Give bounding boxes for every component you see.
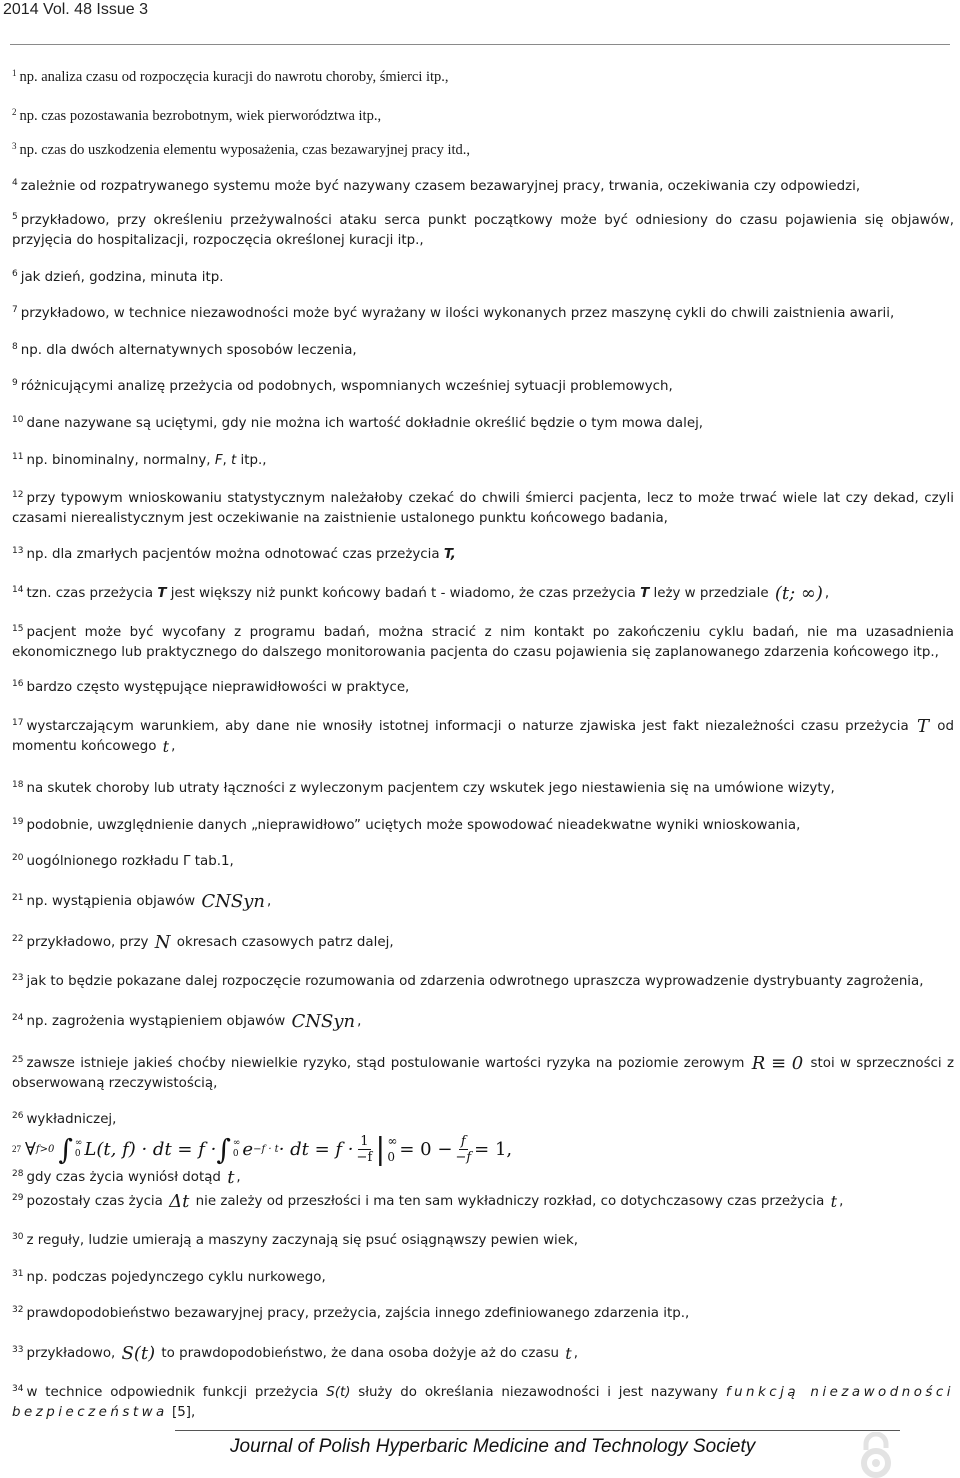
footnote-19: $^{19}$ podobnie, uwzględnienie danych „nieprawidłowo” uciętych może spowodować nieadekwatne wyniki wnioskowania, (12, 817, 801, 833)
footnote-18: $^{18}$ na skutek choroby lub utraty łączności z wyleczonym pacjentem czy wskutek jego niestawienia się na umówione wizyty, (12, 780, 835, 796)
footnote-9: $^9$ różnicującymi analizę przeżycia od podobnych, wspomnianych wcześniej sytuacji problemowych, (12, 378, 673, 394)
footnote-7: $^7$ przykładowo, w technice niezawodności może być wyrażany w ilości wykonanych przez maszynę cykli do chwili zaistnienia awarii, (12, 305, 895, 321)
footnote-29: $^{29}$ pozostały czas życia Δt nie zależy od przeszłości i ma ten sam wykładniczy rozkład, co dotychczasowy czas przeżycia t , (12, 1191, 844, 1212)
formula-t: t (565, 1344, 572, 1363)
footnote-2: $^2$ np. czas pozostawania bezrobotnym, wiek pierworództwa itp., (12, 107, 382, 124)
footnote-34: $^{34}$ w technice odpowiednik funkcji przeżycia S(t) służy do określania niezawodności i jest nazywany funkcją niezawodności bezpieczeństwa [5], (12, 1384, 954, 1420)
open-access-icon (856, 1432, 896, 1478)
formula-delta-t: Δt (169, 1191, 190, 1212)
footnote-27-integral: 27 ∀ f>0 ∫ ∞ 0 L(t, f) · dt = f · ∫ ∞ 0 e −f · t · dt = f · $\frac{1}{-f}$ | ∞ 0 = 0 − $\frac{f}{-f}$ = 1, (12, 1131, 513, 1167)
footnote-12: $^{12}$ przy typowym wnioskowaniu statystycznym należałoby czekać do chwili śmierci pacjenta, lecz to może trwać wiele lat czy dekad, czyli czasami nierealistycznym jest oczekiwanie na zaistnienie ustalonego punktu końcowego badania, (12, 490, 954, 526)
footnote-1: $^1$ np. analiza czasu od rozpoczęcia kuracji do nawrotu choroby, śmierci itp., (12, 68, 449, 85)
footnote-5: $^5$ przykładowo, przy określeniu przeżywalności ataku serca punkt początkowy może być odniesiony do czasu pojawienia się objawów, przyjęcia do hospitalizacji, rozpoczęcia określonej kuracji itp., (12, 212, 954, 248)
footnote-30: $^{30}$ z reguły, ludzie umierają a maszyny zaczynają się psuć osiągnąwszy pewien wiek, (12, 1232, 578, 1248)
footnote-13: $^{13}$ np. dla zmarłych pacjentów można odnotować czas przeżycia T, (12, 546, 456, 562)
footnote-16: $^{16}$ bardzo często występujące nieprawidłowości w praktyce, (12, 679, 410, 695)
footnote-15: $^{15}$ pacjent może być wycofany z programu badań, można stracić z nim kontakt po zakończeniu cyklu badań, nie ma uzasadnienia ekonomicznego lub praktycznego do dalszego monitorowania pacjenta do czasu pojawienia się zaplanowanego zdarzenia końcowego itp., (12, 624, 954, 660)
footnote-32: $^{32}$ prawdopodobieństwo bezawaryjnej pracy, przeżycia, zajścia innego zdefiniowanego zdarzenia itp., (12, 1305, 690, 1321)
footnote-8: $^8$ np. dla dwóch alternatywnych sposobów leczenia, (12, 342, 357, 358)
formula-S-t: S(t) (326, 1385, 351, 1400)
footnote-21: $^{21}$ np. wystąpienia objawów CNSyn , (12, 891, 272, 912)
footnote-24: $^{24}$ np. zagrożenia wystąpieniem objawów CNSyn , (12, 1011, 362, 1032)
footnote-3: $^3$ np. czas do uszkodzenia elementu wyposażenia, czas bezawaryjnej pracy itd., (12, 141, 471, 158)
footnote-4: $^4$ zależnie od rozpatrywanego systemu może być nazywany czasem bezawaryjnej pracy, trwania, oczekiwania czy odpowiedzi, (12, 178, 861, 194)
header-divider (10, 44, 950, 45)
footnote-6: $^6$ jak dzień, godzina, minuta itp. (12, 269, 224, 285)
formula-t: t (162, 737, 170, 756)
term-reliability: funkcją niezawodności bezpieczeństwa (12, 1385, 954, 1420)
formula-t: t (830, 1192, 838, 1211)
formula-cnsyn: CNSyn (291, 1011, 356, 1032)
footnote-17: $^{17}$ wystarczającym warunkiem, aby dane nie wnosiły istotnej informacji o naturze zjawiska jest fakt niezależności czasu przeżycia T od momentu końcowego t , (12, 716, 954, 756)
footnote-23: $^{23}$ jak to będzie pokazane dalej rozpoczęcie rozumowania od zdarzenia odwrotnego upraszcza wyprowadzenie dystrybuanty zagrożenia, (12, 973, 924, 989)
footnote-25: $^{25}$ zawsze istnieje jakieś choćby niewielkie ryzyko, stąd postulowanie wartości ryzyka na poziomie zerowym R ≡ 0 stoi w sprzeczności z obserwowaną rzeczywistością, (12, 1053, 954, 1091)
footnote-31: $^{31}$ np. podczas pojedynczego cyklu nurkowego, (12, 1269, 326, 1285)
formula-R: R ≡ 0 (751, 1053, 804, 1074)
formula-t: t (227, 1167, 235, 1188)
issue-label: 2014 Vol. 48 Issue 3 (3, 1, 148, 18)
footnote-14: $^{14}$ tzn. czas przeżycia T jest większy niż punkt końcowy badań t - wiadomo, że czas przeżycia T leży w przedziale (t; ∞) , (12, 583, 830, 604)
footnote-10: $^{10}$ dane nazywane są uciętymi, gdy nie można ich wartość dokładnie określić będzie o tym mowa dalej, (12, 415, 704, 431)
footnote-26: $^{26}$ wykładniczej, (12, 1111, 117, 1127)
footnote-22: $^{22}$ przykładowo, przy N okresach czasowych patrz dalej, (12, 932, 394, 953)
formula-N: N (154, 932, 171, 953)
interval-formula: (t; ∞) (774, 583, 823, 604)
footnote-33: $^{33}$ przykładowo, S(t) to prawdopodobieństwo, że dana osoba dożyje aż do czasu t , (12, 1343, 578, 1364)
formula-cnsyn: CNSyn (201, 891, 265, 912)
page-header (0, 0, 960, 22)
formula-S-t: S(t) (121, 1343, 156, 1364)
footnote-20: $^{20}$ uogólnionego rozkładu Γ tab.1, (12, 853, 234, 869)
journal-name: Journal of Polish Hyperbaric Medicine and Technology Society (230, 1436, 756, 1457)
formula-T: T (916, 716, 929, 737)
footnote-11: $^{11}$ np. binominalny, normalny, F, t itp., (12, 452, 267, 468)
footer-divider (175, 1430, 900, 1431)
footnote-28: $^{28}$ gdy czas życia wyniósł dotąd t , (12, 1167, 241, 1188)
